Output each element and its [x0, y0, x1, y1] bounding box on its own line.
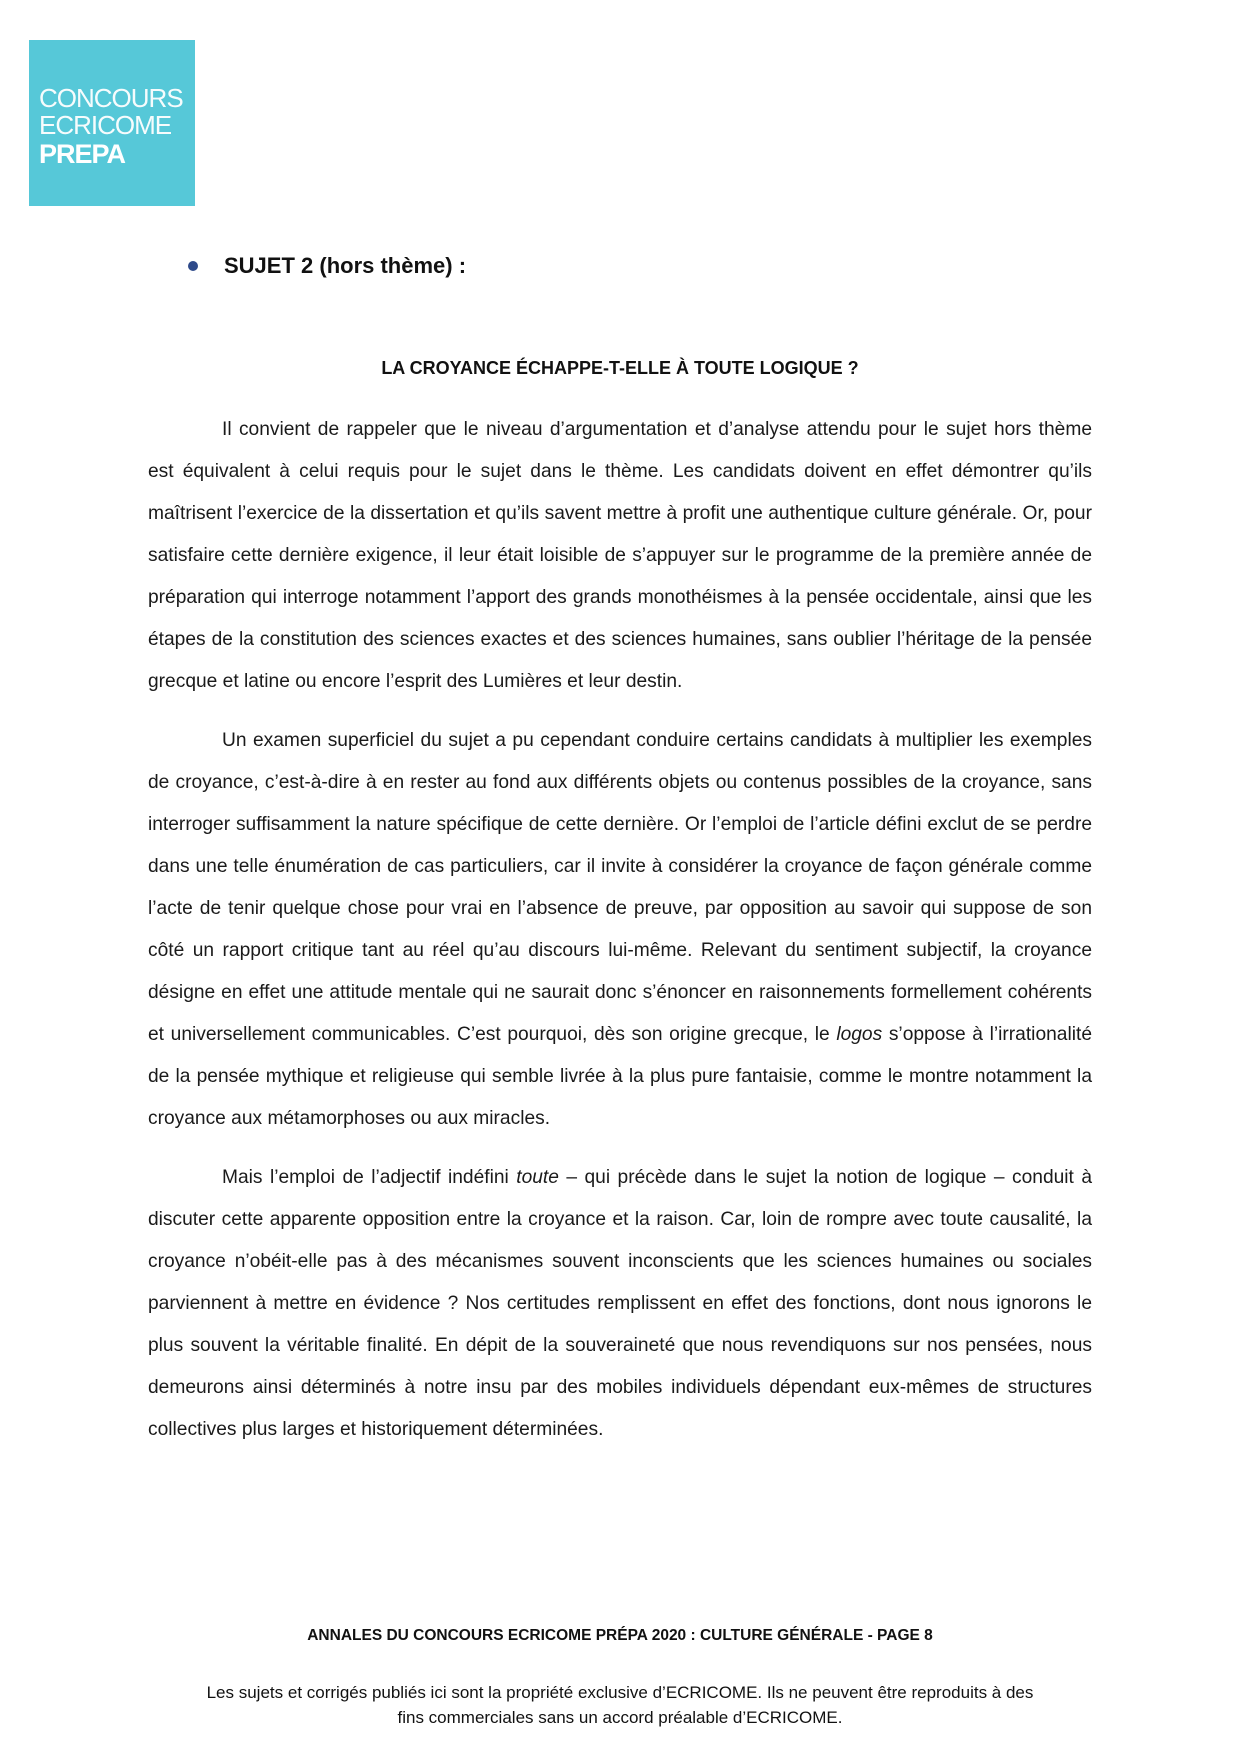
paragraph-1: Il convient de rappeler que le niveau d’argumentation et d’analyse attendu pour le sujet hors thème est équivalent à celui requis pour le sujet dans le thème. Les candidats doivent en effet démontrer qu’ils maîtrisent l’exercice de la dissertation et qu’ils savent mettre à profit une authentique culture générale. Or, pour satisfaire cette dernière exigence, il leur était loisible de s’appuyer sur le programme de la première année de préparation qui interroge notamment l’apport des grands monothéismes à la pensée occidentale, ainsi que les étapes de la constitution des sciences exactes et des sciences humaines, sans oublier l’héritage de la pensée grecque et latine ou encore l’esprit des Lumières et leur destin.: [148, 419, 1092, 692]
footer-notice-line-1: Les sujets et corrigés publiés ici sont la propriété exclusive d’ECRICOME. Ils ne peuvent être reproduits à des: [206, 1683, 1034, 1702]
subject-label: SUJET 2 (hors thème) :: [224, 253, 467, 278]
subject-heading: [188, 251, 466, 281]
paragraph-3-text-a: Mais l’emploi de l’adjectif indéfini: [222, 1167, 517, 1188]
paragraph-2-italic: logos: [836, 1024, 883, 1045]
logo-line-ecricome: ECRICOME: [39, 110, 172, 140]
ecricome-logo: [29, 40, 195, 206]
logo-line-concours: CONCOURS: [39, 83, 183, 113]
footer-title: ANNALES DU CONCOURS ECRICOME PRÉPA 2020 : CULTURE GÉNÉRALE - PAGE 8: [307, 1627, 933, 1644]
paragraph-2: [148, 720, 1092, 1140]
paragraph-3: [148, 1157, 1092, 1451]
bullet-icon: [188, 261, 198, 271]
footer-notice-line-2: fins commerciales sans un accord préalable d’ECRICOME.: [397, 1708, 843, 1727]
paragraph-3-text-b: – qui précède dans le sujet la notion de logique – conduit à discuter cette apparente opposition entre la croyance et la raison. Car, loin de rompre avec toute causalité, la croyance n’obéit-elle pas à des mécanismes souvent inconscients que les sciences humaines ou sociales parviennent à mettre en évidence ? Nos certitudes remplissent en effet des fonctions, dont nous ignorons le plus souvent la véritable finalité. En dépit de la souveraineté que nous revendiquons sur nos pensées, nous demeurons ainsi déterminés à notre insu par des mobiles individuels dépendant eux-mêmes de structures collectives plus larges et historiquement déterminées.: [148, 1167, 1092, 1440]
document-body: [148, 409, 1092, 1468]
footer-notice: [148, 1680, 1092, 1730]
paragraph-2-text-a: Un examen superficiel du sujet a pu cependant conduire certains candidats à multiplier les exemples de croyance, c’est-à-dire à en rester au fond aux différents objets ou contenus possibles de la croyance, sans interroger suffisamment la nature spécifique de cette dernière. Or l’emploi de l’article défini exclut de se perdre dans une telle énumération de cas particuliers, car il invite à considérer la croyance de façon générale comme l’acte de tenir quelque chose pour vrai en l’absence de preuve, par opposition au savoir qui suppose de son côté un rapport critique tant au réel qu’au discours lui-même. Relevant du sentiment subjectif, la croyance désigne en effet une attitude mentale qui ne saurait donc s’énoncer en raisonnements formellement cohérents et universellement communicables. C’est pourquoi, dès son origine grecque, le: [148, 730, 1092, 1045]
paragraph-3-italic: toute: [516, 1167, 559, 1188]
document-title: LA CROYANCE ÉCHAPPE-T-ELLE À TOUTE LOGIQUE ?: [381, 358, 859, 378]
paragraph-2-text-b: s’oppose à l’irrationalité de la pensée mythique et religieuse qui semble livrée à la plus pure fantaisie, comme le montre notamment la croyance aux métamorphoses ou aux miracles.: [148, 1024, 1092, 1129]
logo-line-prepa: PREPA: [39, 139, 126, 169]
